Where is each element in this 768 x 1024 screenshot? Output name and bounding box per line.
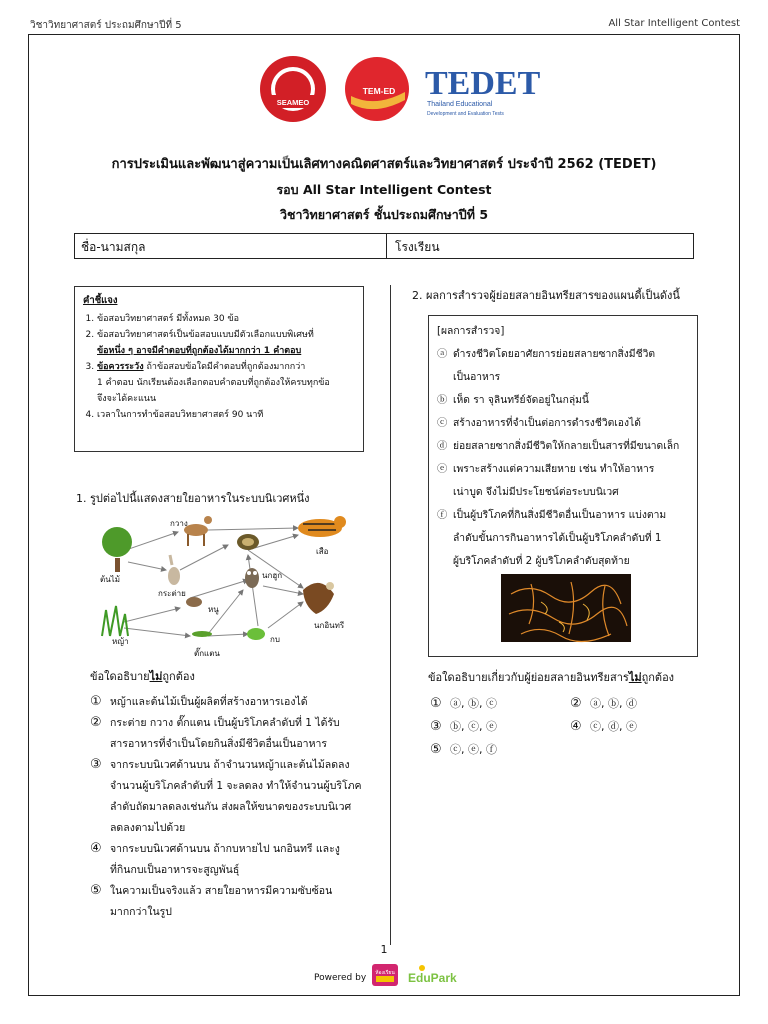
label-frog: กบ [270,635,280,644]
q2-option-5[interactable] [430,738,575,761]
sponsor1-text: ห้องเรียน [375,970,395,976]
temed-logo [345,57,409,121]
survey-item-marker: ⓑ [437,394,448,406]
tree-icon [102,527,132,572]
survey-items [437,343,689,573]
survey-item-marker: ⓕ [437,509,448,521]
page-number: 1 [380,943,388,956]
logo-row [255,52,541,127]
q2-option-text: ⓐ, ⓑ, ⓓ [590,697,637,710]
q1-option-number: ⑤ [90,883,102,898]
survey-title: [ผลการสำรวจ] [437,325,505,337]
name-school-box [74,233,694,259]
label-owl: นกฮูก [262,571,283,580]
q1-option-4[interactable] [90,839,380,881]
q1-option-number: ① [90,694,102,709]
label-rabbit: กระต่าย [158,589,186,598]
seameo-logo [260,56,326,122]
survey-item-2 [437,389,689,412]
q2-option-number: ③ [430,719,442,734]
name-field-label: ชื่อ-นามสกุล [75,234,387,258]
survey-item-1 [437,343,689,389]
title-line-1: การประเมินและพัฒนาสู่ความเป็นเลิศทางคณิตศาสตร์และวิทยาศาสตร์ ประจำปี 2562 (TEDET) [111,157,657,172]
q2-option-text: ⓐ, ⓑ, ⓒ [450,697,497,710]
svg-text:Thailand Educational: Thailand Educational [427,101,493,108]
rabbit-icon [168,555,180,585]
survey-item-text: ดำรงชีวิตโดยอาศัยการย่อยสลายซากสิ่งมีชีวิต เป็นอาหาร [453,348,656,383]
q1-option-text: กระต่าย กวาง ตั๊กแตน เป็นผู้บริโภคลำดับที่ 1 ได้รับ สารอาหารที่จำเป็นโดยกินสิ่งมีชีวิตอื่นเป็นอาหาร [110,717,340,750]
label-tree: ต้นไม้ [100,575,120,584]
instruction-item-3: 3. ข้อควรระวัง ถ้าข้อสอบข้อใดมีคำตอบที่ถูกต้องมากกว่า 1 คำตอบ นักเรียนต้องเลือกตอบคำตอบที่ถูกต้องให้ครบทุกข้อ จึงจะได้คะแนน [97,359,355,407]
survey-box [428,315,698,657]
q2-stem: 2. ผลการสำรวจผู้ย่อยสลายอินทรียสารของแผนดี้เป็นดังนี้ [412,289,680,302]
q2-option-number: ① [430,696,442,711]
instructions-box [74,286,364,452]
q1-stem: 1. รูปต่อไปนี้แสดงสายใยอาหารในระบบนิเวศหนึ่ง [76,492,310,505]
label-mouse: หนู [208,605,219,614]
tedet-logo [425,65,541,117]
q2-option-text: ⓑ, ⓒ, ⓔ [450,720,497,733]
frog-icon [247,628,265,640]
mouse-icon [186,597,202,607]
label-deer: กวาง [170,519,188,528]
q1-option-number: ② [90,715,102,730]
survey-item-marker: ⓐ [437,348,448,360]
column-divider [390,285,391,945]
deer-icon [184,516,212,546]
instruction-item-1: 1. ข้อสอบวิทยาศาสตร์ มีทั้งหมด 30 ข้อ [97,311,355,327]
sponsor2-text: EduPark [408,971,457,985]
survey-item-marker: ⓓ [437,440,448,452]
survey-item-text: เพราะสร้างแต่ความเสียหาย เช่น ทำให้อาหาร เน่าบูด จึงไม่มีประโยชน์ต่อระบบนิเวศ [453,463,655,498]
survey-item-marker: ⓔ [437,463,448,475]
q2-option-number: ② [570,696,582,711]
q2-option-number: ④ [570,719,582,734]
instruction-item-2: 2. ข้อสอบวิทยาศาสตร์เป็นข้อสอบแบบมีตัวเลือกแบบพิเศษที่ ข้อหนึ่ง ๆ อาจมีคำตอบที่ถูกต้องได้มากกว่า 1 คำตอบ [97,327,355,359]
tiger-icon [298,516,346,537]
survey-item-5 [437,458,689,504]
q1-options [90,692,380,923]
svg-text:TEDET: TEDET [425,65,541,102]
survey-item-3 [437,412,689,435]
school-field-label: โรงเรียน [395,240,440,254]
label-eagle: นกอินทรี [314,621,345,630]
q2-option-2[interactable] [570,692,710,715]
q1-lead: ข้อใดอธิบายไม่ถูกต้อง [90,670,195,683]
food-web-diagram [98,510,364,660]
q2-option-3[interactable] [430,715,570,738]
q1-option-3[interactable] [90,755,380,839]
survey-item-4 [437,435,689,458]
grasshopper-icon [192,631,212,637]
label-grasshopper: ตั๊กแตน [194,649,220,658]
fungus-image [501,574,631,642]
title-line-2: รอบ All Star Intelligent Contest [276,182,492,197]
instruction-item-4: 4. เวลาในการทำข้อสอบวิทยาศาสตร์ 90 นาที [97,407,355,423]
title-line-3: วิชาวิทยาศาสตร์ ชั้นประถมศึกษาปีที่ 5 [279,207,489,222]
q1-option-5[interactable] [90,881,380,923]
survey-item-text: สร้างอาหารที่จำเป็นต่อการดำรงชีวิตเองได้ [453,417,641,429]
snake-icon [237,534,259,550]
q1-option-1[interactable] [90,692,380,713]
survey-item-marker: ⓒ [437,417,448,429]
q2-option-text: ⓒ, ⓓ, ⓔ [590,720,637,733]
label-grass: หญ้า [112,637,129,646]
survey-item-text: ย่อยสลายซากสิ่งมีชีวิตให้กลายเป็นสารที่มีขนาดเล็ก [453,440,680,452]
q1-option-number: ③ [90,757,102,772]
q1-option-text: ในความเป็นจริงแล้ว สายใยอาหารมีความซับซ้อน มากกว่าในรูป [110,885,333,918]
survey-item-text: เป็นผู้บริโภคที่กินสิ่งมีชีวิตอื่นเป็นอาหาร แบ่งตาม ลำดับขั้นการกินอาหารได้เป็นผู้บริโภคลำดับที่ 1 ผู้บริโภคลำดับที่ 2 ผู้บริโภคลำดับสุดท้าย [453,509,667,567]
q1-option-text: หญ้าและต้นไม้เป็นผู้ผลิตที่สร้างอาหารเองได้ [110,696,308,708]
q2-options [430,692,710,761]
q1-option-text: จากระบบนิเวศด้านบน ถ้าจำนวนหญ้าและต้นไม้ลดลง จำนวนผู้บริโภคลำดับที่ 1 จะลดลง ทำให้จำนวนผู้บริโภค ลำดับถัดมาลดลงเช่นกัน ส่งผลให้ขนาดของระบบนิเวศ ลดลงตามไปด้วย [110,759,362,834]
survey-item-text: เห็ด รา จุลินทรีย์จัดอยู่ในกลุ่มนี้ [453,394,589,406]
instructions-title: คำชี้แจง [83,295,118,306]
survey-item-6 [437,504,689,573]
q1-option-2[interactable] [90,713,380,755]
q2-option-number: ⑤ [430,742,442,757]
header-left: วิชาวิทยาศาสตร์ ประถมศึกษาปีที่ 5 [30,20,182,31]
q2-option-text: ⓒ, ⓔ, ⓕ [450,743,497,756]
q1-option-text: จากระบบนิเวศด้านบน ถ้ากบหายไป นกอินทรี และงู ที่กินกบเป็นอาหารจะสูญพันธุ์ [110,843,340,876]
q1-option-number: ④ [90,841,102,856]
q2-lead: ข้อใดอธิบายเกี่ยวกับผู้ย่อยสลายอินทรียสารไม่ถูกต้อง [428,671,675,684]
powered-by-text: Powered by [314,973,367,983]
header-right: All Star Intelligent Contest [608,18,740,29]
svg-text:Development and Evaluation Tes: Development and Evaluation Tests [427,111,504,117]
svg-text:TEM-ED: TEM-ED [362,86,396,96]
q2-option-1[interactable] [430,692,570,715]
q2-option-4[interactable] [570,715,710,738]
grass-icon [102,606,128,636]
label-tiger: เสือ [316,547,329,556]
owl-icon [245,568,259,588]
eagle-icon [303,582,334,614]
svg-text:SEAMEO: SEAMEO [276,98,310,107]
sponsor-logos [370,962,466,988]
